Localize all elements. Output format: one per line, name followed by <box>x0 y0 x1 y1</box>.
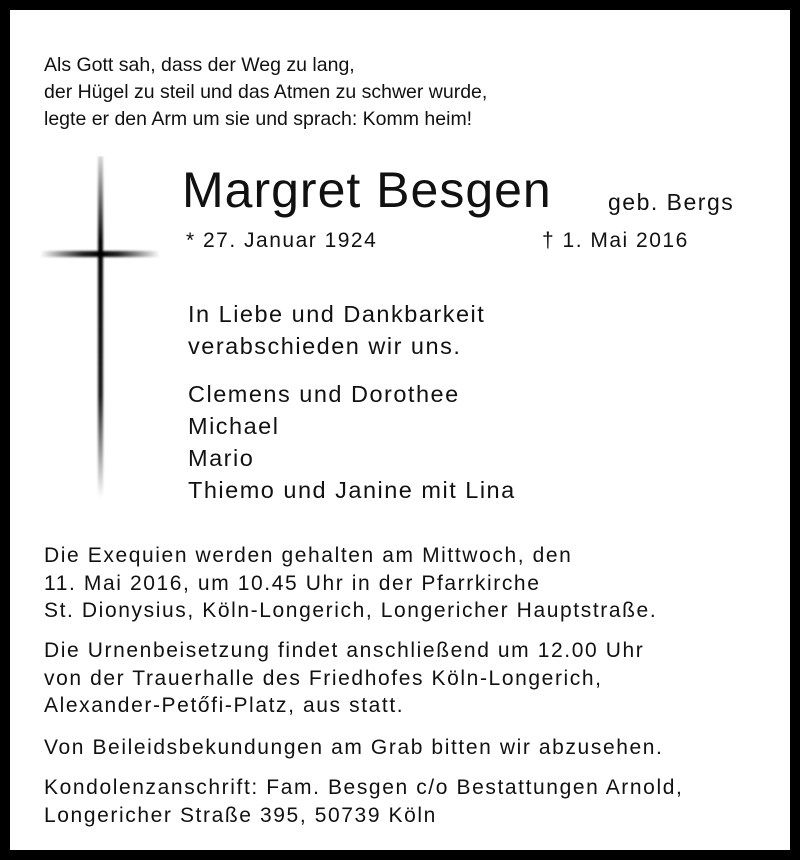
death-date: † 1. Mai 2016 <box>542 229 689 252</box>
farewell-text <box>188 298 485 362</box>
condolence-note <box>44 734 664 762</box>
poem-line: legte er den Arm um sie und sprach: Komm heim! <box>44 108 473 130</box>
mourner-name: Michael <box>188 413 280 439</box>
condolence-note-line: Von Beileidsbekundungen am Grab bitten wir abzusehen. <box>44 736 664 759</box>
farewell-line: verabschieden wir uns. <box>188 333 462 359</box>
deceased-name: Margret Besgen <box>182 162 552 218</box>
service-line: 11. Mai 2016, um 10.45 Uhr in der Pfarrkirche <box>44 571 541 595</box>
cross-icon <box>40 156 160 501</box>
poem-line: der Hügel zu steil und das Atmen zu schwer wurde, <box>44 81 488 103</box>
mourners-list <box>188 378 516 506</box>
poem-line: Als Gott sah, dass der Weg zu lang, <box>44 54 355 76</box>
service-paragraph <box>44 542 657 625</box>
address-line: Longericher Straße 395, 50739 Köln <box>44 803 437 827</box>
birth-date: * 27. Januar 1924 <box>186 229 378 252</box>
burial-line: Alexander-Petőfi-Platz, aus statt. <box>44 694 405 717</box>
address-line: Kondolenzanschrift: Fam. Besgen c/o Bestattungen Arnold, <box>44 776 684 799</box>
mourner-name: Mario <box>188 445 255 471</box>
burial-line: von der Trauerhalle des Friedhofes Köln-Longerich, <box>44 666 603 690</box>
service-line: St. Dionysius, Köln-Longerich, Longericher Hauptstraße. <box>44 599 658 622</box>
condolence-address <box>44 774 683 829</box>
maiden-name: geb. Bergs <box>608 189 735 215</box>
burial-paragraph <box>44 637 644 720</box>
burial-line: Die Urnenbeisetzung findet anschließend um 12.00 Uhr <box>44 639 645 662</box>
service-line: Die Exequien werden gehalten am Mittwoch, den <box>44 544 573 567</box>
mourner-name: Clemens und Dorothee <box>188 381 460 407</box>
mourner-name: Thiemo und Janine mit Lina <box>188 477 516 503</box>
poem <box>44 52 487 133</box>
farewell-line: In Liebe und Dankbarkeit <box>188 301 486 327</box>
